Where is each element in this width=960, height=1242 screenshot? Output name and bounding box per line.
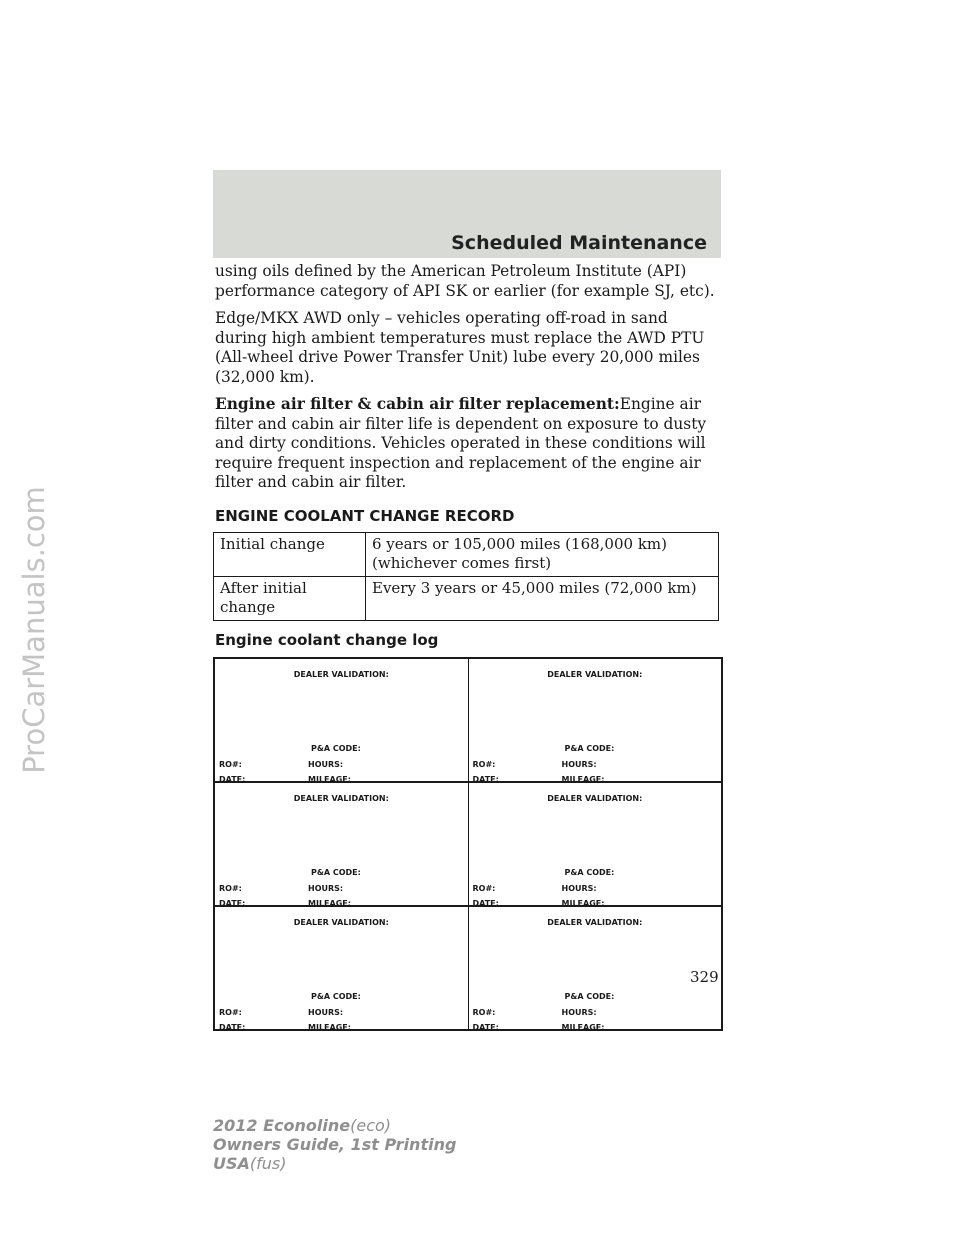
paragraph-awd-ptu: Edge/MKX AWD only – vehicles operating off-road in sand during high ambient temperatures must replace the AWD PTU (All-wheel drive Power Transfer Unit) lube every 20,000 miles (32,000 km). — [215, 309, 705, 386]
pa-code-label: P&A CODE: — [564, 743, 615, 753]
section-header — [213, 170, 721, 258]
mileage-label: MILEAGE: — [308, 774, 351, 784]
dealer-validation-label: DEALER VALIDATION: — [547, 669, 643, 679]
mileage-label: MILEAGE: — [308, 898, 351, 908]
record-value: 6 years or 105,000 miles (168,000 km) (whichever comes first) — [366, 533, 719, 577]
date-label: DATE: — [219, 774, 246, 784]
footer-line — [213, 1116, 456, 1135]
watermark-text: ProCarManuals.com — [17, 486, 51, 774]
pa-code-label: P&A CODE: — [311, 743, 361, 753]
record-label: After initial change — [214, 577, 366, 621]
dealer-validation-label: DEALER VALIDATION: — [293, 793, 389, 803]
footer — [213, 1116, 456, 1173]
pa-code-label: P&A CODE: — [311, 867, 361, 877]
mileage-label: MILEAGE: — [561, 1022, 605, 1032]
ro-label: RO#: — [472, 1007, 496, 1017]
coolant-record-heading: ENGINE COOLANT CHANGE RECORD — [215, 506, 515, 525]
dealer-validation-label: DEALER VALIDATION: — [293, 917, 389, 927]
log-row — [215, 783, 721, 907]
coolant-log-heading: Engine coolant change log — [215, 631, 439, 649]
footer-market-code: (fus) — [249, 1154, 287, 1173]
dealer-validation-label: DEALER VALIDATION: — [547, 917, 643, 927]
ro-label: RO#: — [472, 759, 496, 769]
record-value: Every 3 years or 45,000 miles (72,000 km) — [366, 577, 719, 621]
mileage-label: MILEAGE: — [308, 1022, 351, 1032]
date-label: DATE: — [472, 898, 499, 908]
ro-label: RO#: — [472, 883, 496, 893]
ro-label: RO#: — [219, 883, 242, 893]
page-number: 329 — [690, 968, 719, 986]
hours-label: HOURS: — [561, 883, 597, 893]
mileage-label: MILEAGE: — [561, 774, 605, 784]
air-filter-text: Engine air filter and cabin air filter life is dependent on exposure to dusty and dirty conditions. Vehicles operated in these conditions will require frequent inspection and replacement of the engine air filter and cabin air filter. — [215, 395, 707, 491]
hours-label: HOURS: — [561, 759, 597, 769]
pa-code-label: P&A CODE: — [564, 991, 615, 1001]
date-label: DATE: — [219, 898, 246, 908]
ro-label: RO#: — [219, 1007, 242, 1017]
footer-line — [213, 1154, 456, 1173]
log-entry — [215, 659, 468, 784]
log-entry — [468, 659, 722, 784]
footer-market: USA — [213, 1154, 250, 1173]
log-entry — [215, 783, 468, 908]
dealer-validation-label: DEALER VALIDATION: — [293, 669, 389, 679]
watermark — [4, 486, 64, 774]
log-row — [215, 659, 721, 783]
log-entry — [215, 907, 468, 1032]
table-row — [214, 533, 719, 577]
air-filter-heading: Engine air filter & cabin air filter replacement: — [215, 395, 620, 413]
paragraph-air-filter — [215, 395, 720, 493]
ro-label: RO#: — [219, 759, 242, 769]
hours-label: HOURS: — [308, 759, 344, 769]
footer-model: 2012 Econoline — [213, 1116, 351, 1135]
coolant-log-grid — [213, 657, 723, 1031]
hours-label: HOURS: — [308, 1007, 344, 1017]
hours-label: HOURS: — [561, 1007, 597, 1017]
paragraph-api-oils: using oils defined by the American Petroleum Institute (API) performance category of API SK or earlier (for example SJ, etc). — [215, 262, 715, 300]
dealer-validation-label: DEALER VALIDATION: — [547, 793, 643, 803]
date-label: DATE: — [472, 1022, 499, 1032]
pa-code-label: P&A CODE: — [564, 867, 615, 877]
section-title: Scheduled Maintenance — [451, 232, 707, 254]
pa-code-label: P&A CODE: — [311, 991, 361, 1001]
log-entry — [468, 907, 722, 1032]
footer-model-code: (eco) — [350, 1116, 392, 1135]
date-label: DATE: — [219, 1022, 246, 1032]
table-row — [214, 577, 719, 621]
date-label: DATE: — [472, 774, 499, 784]
log-row — [215, 907, 721, 1032]
log-entry — [468, 783, 722, 908]
hours-label: HOURS: — [308, 883, 344, 893]
page-content — [215, 262, 720, 1031]
record-label: Initial change — [214, 533, 366, 577]
coolant-record-table — [213, 532, 719, 621]
footer-printing: Owners Guide, 1st Printing — [213, 1135, 457, 1154]
mileage-label: MILEAGE: — [561, 898, 605, 908]
